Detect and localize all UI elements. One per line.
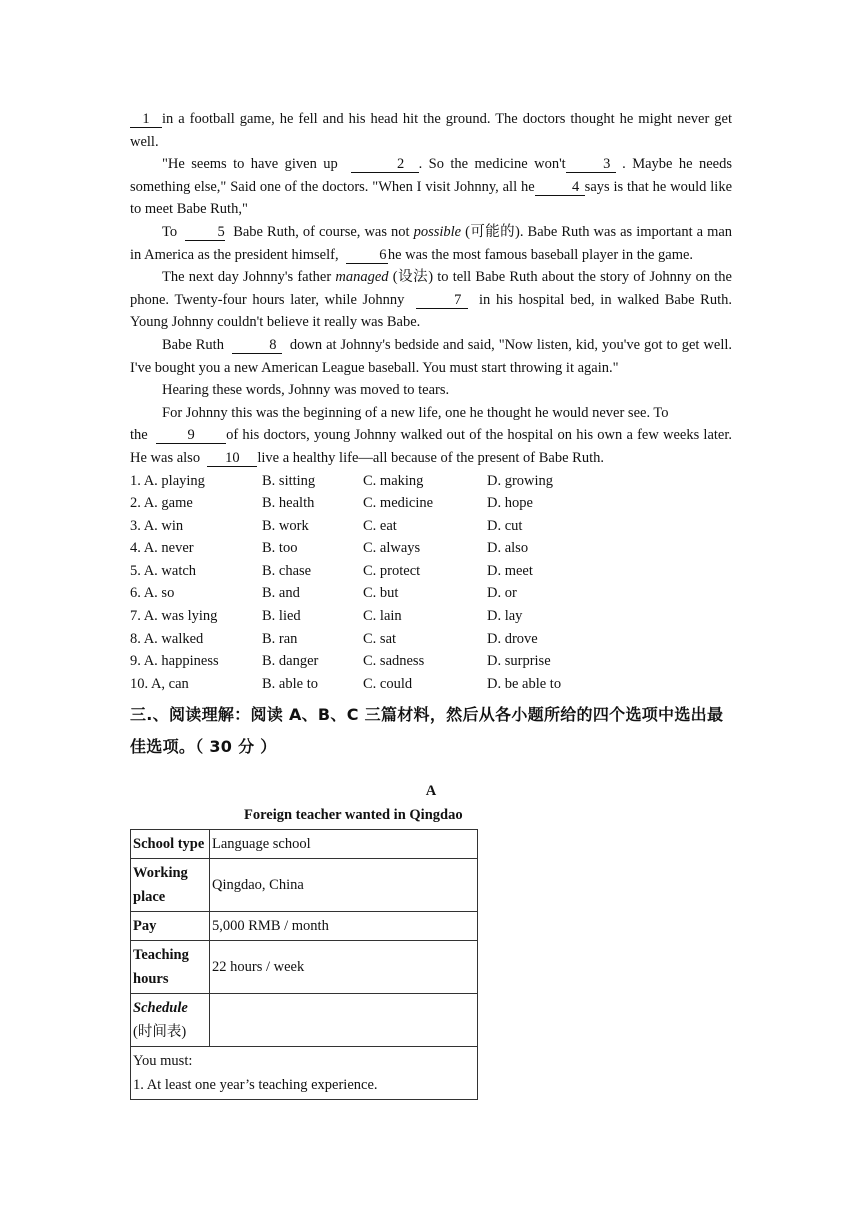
blank-10: 10: [207, 451, 257, 467]
options-list: [130, 470, 732, 696]
option-b: B. health: [262, 495, 315, 512]
requirements-cell: [131, 1047, 478, 1100]
row-key: Teaching hours: [131, 941, 210, 994]
option-b: B. too: [262, 540, 298, 557]
p2-text-c: . Maybe he needs something else," Said one of the doctors. "When I visit Johnny, all he: [130, 156, 733, 195]
row-key: [131, 994, 210, 1047]
table-row: [131, 941, 478, 994]
option-c: C. but: [363, 585, 399, 602]
p7-text-a: For Johnny this was the beginning of a new life, one he thought he would never see. To: [162, 404, 669, 421]
option-c: C. sat: [363, 630, 397, 647]
row-value: 5,000 RMB / month: [210, 912, 478, 941]
passage-a-letter: A: [425, 783, 437, 800]
option-d: D. also: [487, 540, 529, 557]
option-a: 2. A. game: [130, 495, 193, 512]
option-d: D. surprise: [487, 653, 551, 670]
row-key: Working place: [131, 859, 210, 912]
row-value: 22 hours / week: [210, 941, 478, 994]
option-row: [130, 515, 732, 538]
p7-the: the: [130, 427, 148, 444]
option-b: B. lied: [262, 608, 301, 625]
option-row: [130, 492, 732, 515]
option-d: D. be able to: [487, 675, 562, 692]
blank-6: 6: [346, 248, 388, 264]
row-value: Language school: [210, 830, 478, 859]
option-c: C. sadness: [363, 653, 425, 670]
p7-text-c: live a healthy life—all because of the present of Babe Ruth.: [257, 449, 604, 466]
must-label: You must:: [133, 1053, 193, 1070]
p3-text-b: Babe Ruth, of course, was not: [233, 223, 410, 240]
row-value: [210, 994, 478, 1047]
option-row: [130, 628, 732, 651]
option-row: [130, 560, 732, 583]
option-b: B. able to: [262, 675, 318, 692]
paragraph-5: [130, 334, 732, 379]
paragraph-4: [130, 266, 732, 334]
option-a: 8. A. walked: [130, 630, 204, 647]
paragraph-2: [130, 153, 732, 221]
option-d: D. meet: [487, 562, 533, 579]
option-d: D. growing: [487, 472, 554, 489]
row-key: Pay: [131, 912, 210, 941]
option-c: C. always: [363, 540, 421, 557]
option-row: [130, 537, 732, 560]
p3-text-d: he was the most famous baseball player in the game.: [387, 246, 694, 263]
option-row: [130, 605, 732, 628]
p1-text: in a football game, he fell and his head hit the ground. The doctors thought he might never get well.: [130, 111, 732, 150]
p5-text-b: down at Johnny's bedside and said, "Now listen, kid, you've got to get well. I've bought you a new American League baseball. You must start throwing it again.": [130, 336, 733, 376]
document-page: [130, 108, 732, 1100]
job-ad-table: [130, 829, 478, 1100]
option-a: 9. A. happiness: [130, 653, 219, 670]
p3-text-a: To: [162, 223, 178, 240]
option-row: [130, 650, 732, 673]
p2-text-b: . So the medicine won't: [418, 156, 566, 173]
p3-text-c: (可能的). Babe Ruth was as important a man in America as the president himself,: [130, 223, 733, 263]
table-row: [131, 830, 478, 859]
p7-text-b: of his doctors, young Johnny walked out of the hospital on his own a few weeks later. He was also: [130, 427, 732, 466]
option-row: [130, 470, 732, 493]
paragraph-7: [130, 402, 732, 425]
option-d: D. hope: [487, 495, 533, 512]
option-b: B. work: [262, 517, 309, 534]
blank-9: 9: [156, 428, 226, 444]
option-row: [130, 582, 732, 605]
p3-possible: possible: [413, 223, 462, 240]
option-a: 5. A. watch: [130, 562, 197, 579]
option-row: [130, 673, 732, 696]
option-a: 4. A. never: [130, 540, 194, 557]
option-d: D. cut: [487, 517, 523, 534]
option-b: B. and: [262, 585, 300, 602]
option-c: C. making: [363, 472, 424, 489]
table-row: [131, 912, 478, 941]
paragraph-1: [130, 108, 732, 153]
option-a: 3. A. win: [130, 517, 184, 534]
option-b: B. danger: [262, 653, 319, 670]
table-row: [131, 859, 478, 912]
option-c: C. lain: [363, 608, 402, 625]
passage-a-title: Foreign teacher wanted in Qingdao: [244, 807, 463, 824]
option-b: B. sitting: [262, 472, 316, 489]
p2-text-d: says is that he would like to meet Babe Ruth,": [130, 178, 733, 218]
option-c: C. could: [363, 675, 413, 692]
blank-2: 2: [351, 157, 419, 173]
p4-text-a: The next day Johnny's father: [162, 269, 332, 286]
option-b: B. ran: [262, 630, 298, 647]
table-row: [131, 994, 478, 1047]
option-c: C. medicine: [363, 495, 434, 512]
must-item-1: 1. At least one year’s teaching experience.: [133, 1077, 378, 1094]
option-d: D. drove: [487, 630, 538, 647]
blank-4: 4: [535, 180, 585, 196]
option-c: C. protect: [363, 562, 421, 579]
p4-text-b: (设法) to tell Babe Ruth about the story of Johnny on the phone. Twenty-four hours later, while Johnny: [130, 269, 732, 308]
row-key: School type: [131, 830, 210, 859]
option-d: D. lay: [487, 608, 523, 625]
option-a: 10. A, can: [130, 675, 189, 692]
option-a: 1. A. playing: [130, 472, 205, 489]
blank-3: 3: [566, 157, 616, 173]
blank-7: 7: [416, 293, 468, 309]
option-a: 7. A. was lying: [130, 608, 218, 625]
paragraph-6: Hearing these words, Johnny was moved to tears.: [162, 382, 450, 399]
section-3-heading: 三.、阅读理解：阅读 A、B、C 三篇材料，然后从各小题所给的四个选项中选出最佳选项。（ 30 分 ）: [130, 705, 724, 757]
schedule-key: Schedule: [133, 1000, 188, 1017]
row-value: Qingdao, China: [210, 859, 478, 912]
schedule-note: (时间表): [133, 1024, 187, 1041]
blank-5: 5: [185, 225, 225, 241]
option-d: D. or: [487, 585, 517, 602]
blank-1: 1: [130, 112, 162, 128]
paragraph-7-cont: [130, 424, 732, 469]
table-row: [131, 1047, 478, 1100]
option-b: B. chase: [262, 562, 312, 579]
option-a: 6. A. so: [130, 585, 175, 602]
option-c: C. eat: [363, 517, 397, 534]
p2-text-a: "He seems to have given up: [162, 156, 338, 173]
p4-text-c: in his hospital bed, in walked Babe Ruth. Young Johnny couldn't believe it really was Babe.: [130, 291, 732, 331]
blank-8: 8: [232, 338, 282, 354]
p5-text-a: Babe Ruth: [162, 336, 224, 353]
paragraph-3: [130, 221, 732, 266]
p4-managed: managed: [335, 269, 389, 286]
